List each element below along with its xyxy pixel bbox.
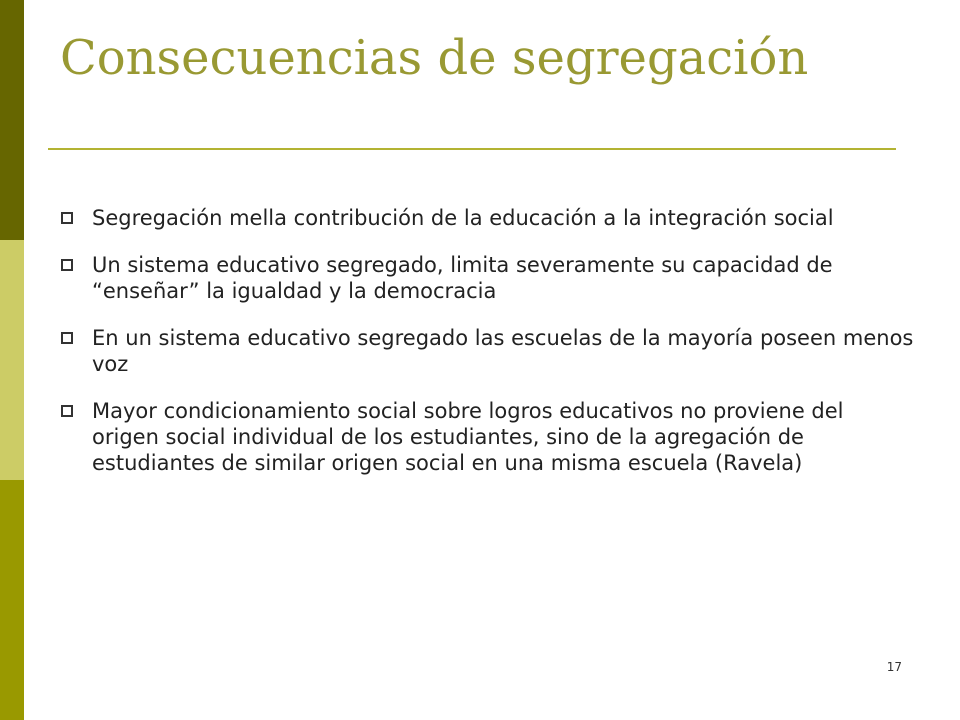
bullet-text: En un sistema educativo segregado las escuelas de la mayoría poseen menos voz [92, 326, 914, 376]
bullet-item [60, 325, 915, 377]
bullet-list [60, 205, 915, 497]
square-bullet-icon [61, 332, 73, 344]
square-bullet-icon [61, 405, 73, 417]
slide-title: Consecuencias de segregación [60, 30, 809, 86]
bullet-text: Segregación mella contribución de la educación a la integración social [92, 206, 834, 230]
bullet-text: Un sistema educativo segregado, limita severamente su capacidad de “enseñar” la igualdad y la democracia [92, 253, 833, 303]
bullet-item [60, 252, 915, 304]
sidebar-band-middle [0, 240, 24, 480]
square-bullet-icon [61, 212, 73, 224]
sidebar-band-top [0, 0, 24, 240]
sidebar-band-bottom [0, 480, 24, 720]
title-divider [48, 148, 896, 150]
page-number: 17 [886, 660, 902, 674]
bullet-item [60, 205, 915, 231]
square-bullet-icon [61, 259, 73, 271]
bullet-text: Mayor condicionamiento social sobre logros educativos no proviene del origen social individual de los estudiantes, sino de la agregación de estudiantes de similar origen social en una misma escuela (Ravela) [92, 399, 844, 475]
bullet-item [60, 398, 915, 476]
